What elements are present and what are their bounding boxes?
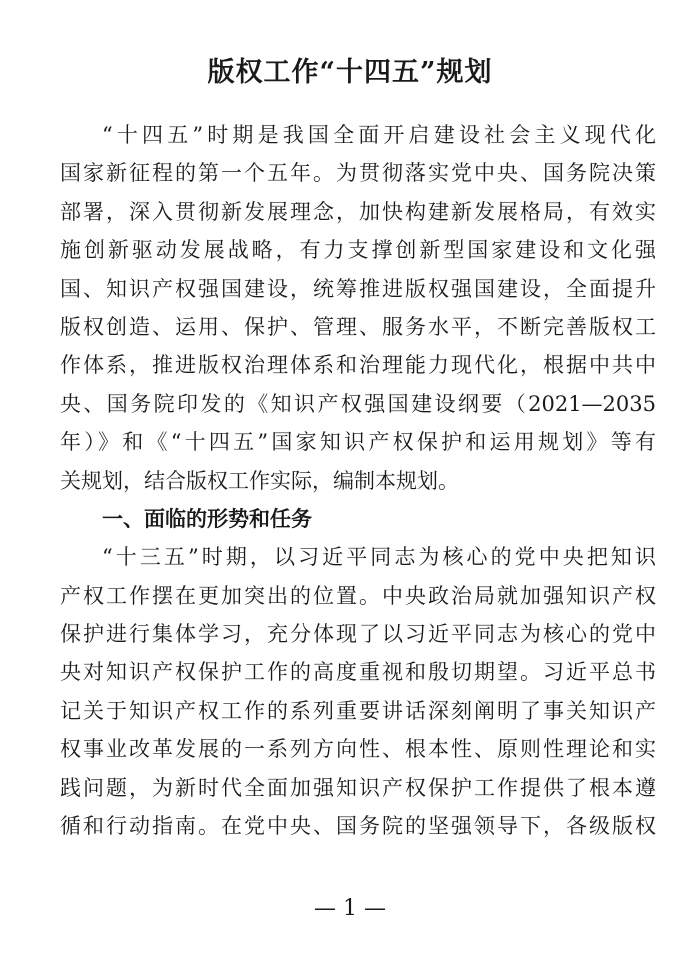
- paragraph-line: 央、国务院印发的《知识产权强国建设纲要（2021—2035: [60, 391, 656, 416]
- paragraph-line: 国、知识产权强国建设，统筹推进版权强国建设，全面提升: [60, 276, 656, 301]
- paragraph-line: 产权工作摆在更加突出的位置。中央政治局就加强知识产权: [60, 583, 656, 608]
- paragraph-line: 施创新驱动发展战略，有力支撑创新型国家建设和文化强: [60, 238, 656, 263]
- paragraph-line: 权事业改革发展的一系列方向性、根本性、原则性理论和实: [60, 737, 656, 762]
- section-heading: 一、面临的形势和任务: [102, 506, 312, 531]
- paragraph-line: “十三五”时期，以习近平同志为核心的党中央把知识: [102, 545, 656, 570]
- paragraph-line: 作体系，推进版权治理体系和治理能力现代化，根据中共中: [60, 353, 656, 378]
- page-number: — 1 —: [314, 896, 386, 921]
- paragraph-line: “十四五”时期是我国全面开启建设社会主义现代化: [102, 123, 656, 147]
- paragraph-line: 部署，深入贯彻新发展理念，加快构建新发展格局，有效实: [60, 199, 656, 224]
- paragraph-line: 关规划，结合版权工作实际，编制本规划。: [60, 468, 459, 493]
- document-title: 版权工作“十四五”规划: [207, 57, 493, 88]
- document-body: [60, 116, 656, 845]
- paragraph-line: 版权创造、运用、保护、管理、服务水平，不断完善版权工: [60, 314, 656, 339]
- paragraph-line: 践问题，为新时代全面加强知识产权保护工作提供了根本遵: [60, 775, 656, 800]
- paragraph-line: 保护进行集体学习，充分体现了以习近平同志为核心的党中: [60, 622, 656, 647]
- paragraph-line: 年）》和《“十四五”国家知识产权保护和运用规划》等有: [60, 430, 656, 455]
- paragraph-line: 国家新征程的第一个五年。为贯彻落实党中央、国务院决策: [60, 161, 656, 186]
- paragraph-line: 循和行动指南。在党中央、国务院的坚强领导下，各级版权: [60, 814, 656, 839]
- paragraph-line: 央对知识产权保护工作的高度重视和殷切期望。习近平总书: [60, 660, 656, 685]
- paragraph-line: 记关于知识产权工作的系列重要讲话深刻阐明了事关知识产: [60, 698, 656, 723]
